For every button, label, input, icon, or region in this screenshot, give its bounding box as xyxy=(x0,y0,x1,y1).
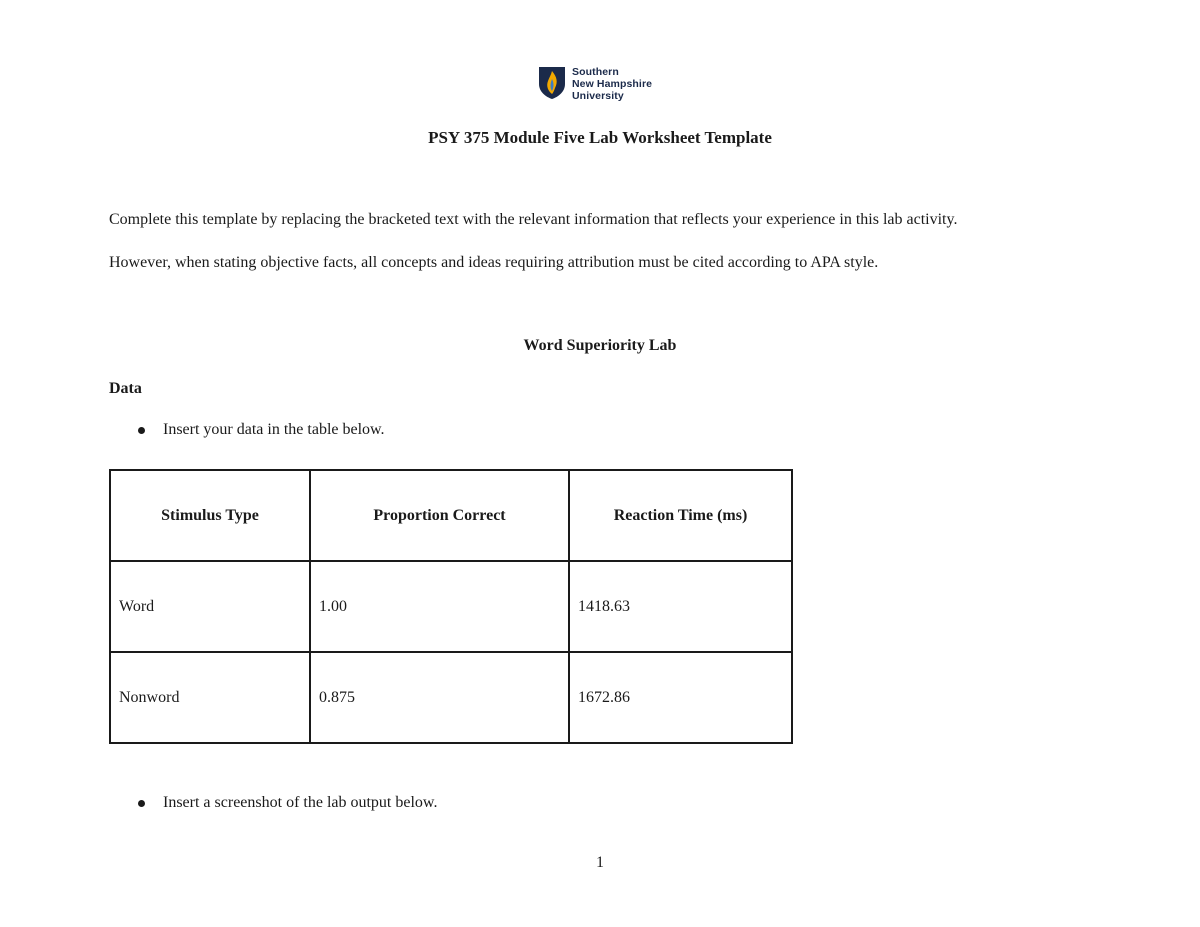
table-cell: 0.875 xyxy=(310,652,569,743)
logo-wordmark xyxy=(572,66,652,102)
table-cell: 1672.86 xyxy=(569,652,792,743)
logo-line-1: Southern xyxy=(572,66,619,78)
data-table xyxy=(109,469,793,744)
header-proportion-correct: Proportion Correct xyxy=(310,470,569,561)
section-title: Word Superiority Lab xyxy=(523,337,677,354)
shield-flame-icon xyxy=(538,66,566,100)
bullet-text: Insert a screenshot of the lab output below. xyxy=(163,794,438,811)
bullet-item xyxy=(138,794,437,812)
document-title: PSY 375 Module Five Lab Worksheet Template xyxy=(428,128,772,147)
logo-line-3: University xyxy=(572,90,624,102)
bullet-item xyxy=(138,421,385,439)
table-row xyxy=(110,652,792,743)
table-row xyxy=(110,561,792,652)
instruction-paragraph-1: Complete this template by replacing the bracketed text with the relevant information that reflects your experience in this lab activity. xyxy=(109,211,958,228)
university-logo xyxy=(538,66,652,102)
page-number: 1 xyxy=(596,854,604,871)
table-cell: Word xyxy=(110,561,310,652)
table-header-row xyxy=(110,470,792,561)
table-cell: 1.00 xyxy=(310,561,569,652)
logo-line-2: New Hampshire xyxy=(572,78,653,90)
table-cell: 1418.63 xyxy=(569,561,792,652)
bullet-dot-icon xyxy=(138,427,145,434)
bullet-dot-icon xyxy=(138,800,145,807)
table-cell: Nonword xyxy=(110,652,310,743)
bullet-text: Insert your data in the table below. xyxy=(163,421,385,438)
header-stimulus-type: Stimulus Type xyxy=(110,470,310,561)
instruction-paragraph-2: However, when stating objective facts, all concepts and ideas requiring attribution must be cited according to APA style. xyxy=(109,254,879,271)
header-reaction-time: Reaction Time (ms) xyxy=(569,470,792,561)
data-subheading: Data xyxy=(109,380,142,397)
